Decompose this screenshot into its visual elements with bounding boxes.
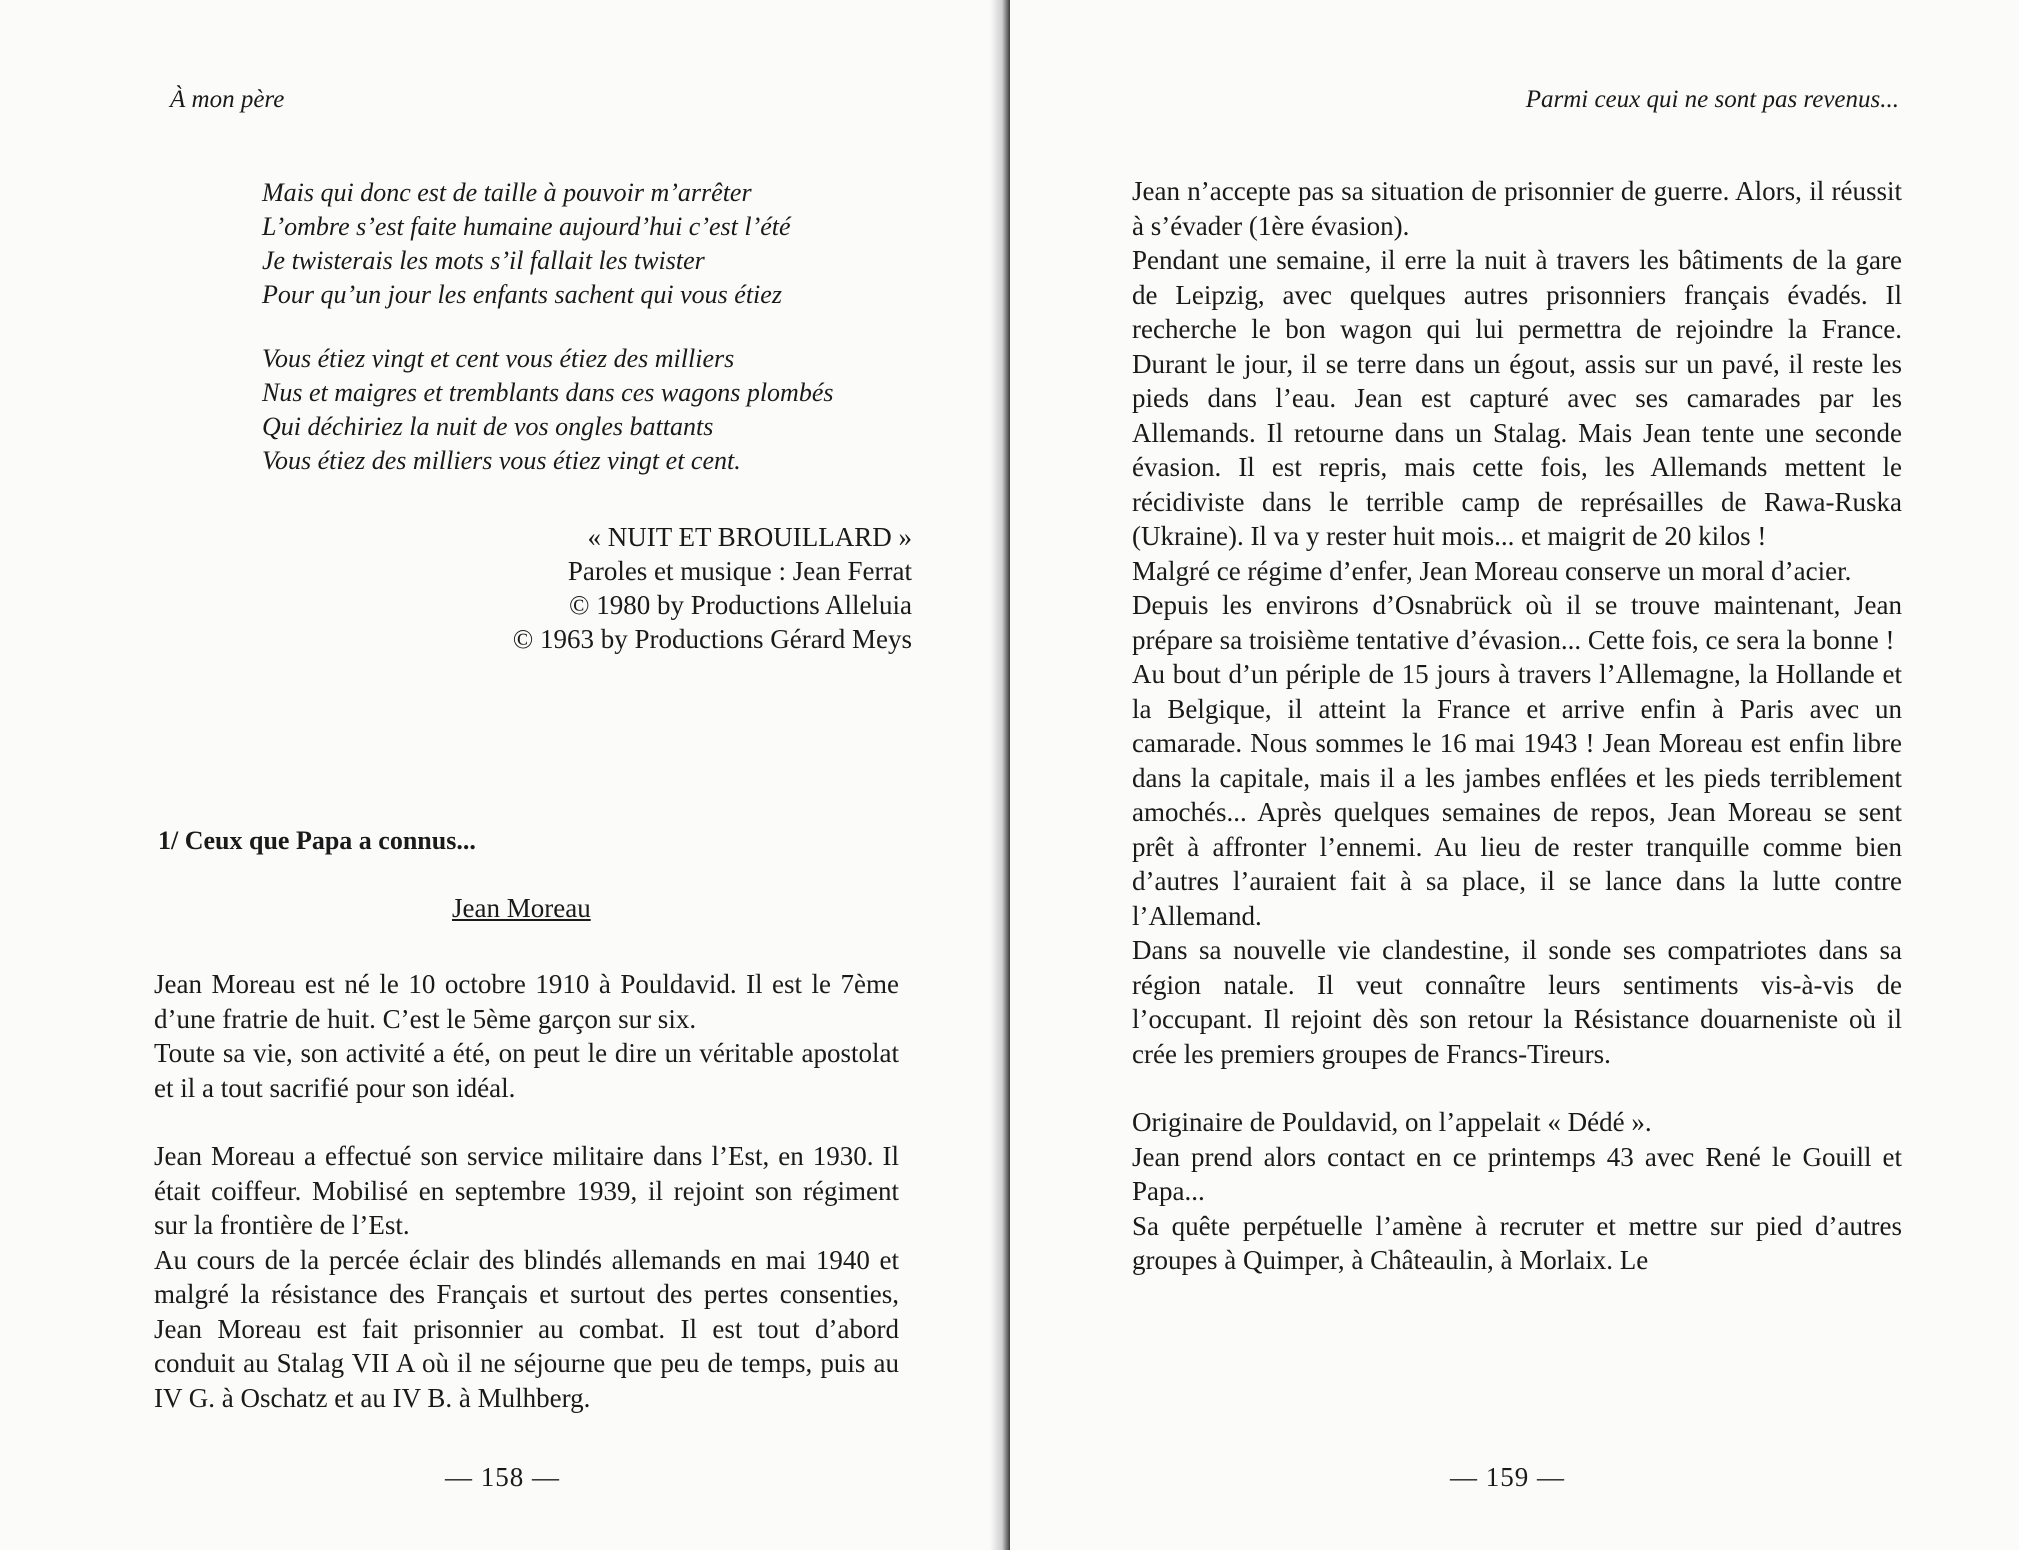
paragraph: Dans sa nouvelle vie clandestine, il sonde ses compatriotes dans sa région natale. Il veut connaître leurs sentiments vis-à-vis de l’occupant. Il rejoint dès son retour la Résistance douarneniste où il crée les premiers groupes de Francs-Tireurs. — [1132, 935, 1902, 1069]
paragraph: Jean prend alors contact en ce printemps 43 avec René le Gouill et Papa... — [1132, 1141, 1902, 1206]
right-page-number: — 159 — — [1450, 1462, 1565, 1492]
song-title: « NUIT ET BROUILLARD » — [587, 522, 912, 552]
poem-line: Vous étiez des milliers vous étiez vingt et cent. — [262, 446, 741, 475]
paragraph: Au bout d’un périple de 15 jours à travers l’Allemagne, la Hollande et la Belgique, il atteint la France et arrive enfin à Paris avec un camarade. Nous sommes le 16 mai 1943 ! Jean Moreau est enfin libre dans la capitale, mais il a les jambes enflées et les pieds terriblement amochés... Après quelques semaines de repos, Jean Moreau se sent prêt à affronter l’ennemi. Au lieu de rester tranquille comme bien d’autres l’auraient fait à sa place, il se lance dans la lutte contre l’Allemand. — [1132, 659, 1902, 931]
song-credits — [513, 520, 912, 656]
credit-line: © 1980 by Productions Alleluia — [569, 590, 912, 620]
paragraph: Jean Moreau a effectué son service militaire dans l’Est, en 1930. Il était coiffeur. Mobilisé en septembre 1939, il rejoint son régiment sur la frontière de l’Est. — [154, 1141, 899, 1240]
poem-stanza-1 — [262, 176, 962, 312]
poem-line: Vous étiez vingt et cent vous étiez des milliers — [262, 344, 735, 373]
credit-line: © 1963 by Productions Gérard Meys — [512, 624, 912, 654]
left-running-head: À mon père — [170, 86, 285, 113]
paragraph: Jean Moreau est né le 10 octobre 1910 à Pouldavid. Il est le 7ème d’une fratrie de huit. C’est le 5ème garçon sur six. — [154, 969, 899, 1034]
poem-line: Mais qui donc est de taille à pouvoir m’arrêter — [262, 178, 752, 207]
paragraph: Sa quête perpétuelle l’amène à recruter et mettre sur pied d’autres groupes à Quimper, à Châteaulin, à Morlaix. Le — [1132, 1210, 1902, 1275]
left-page-number: — 158 — — [445, 1462, 560, 1492]
poem-line: L’ombre s’est faite humaine aujourd’hui c’est l’été — [262, 212, 791, 241]
paragraph: Pendant une semaine, il erre la nuit à travers les bâtiments de la gare de Leipzig, avec quelques autres prisonniers français évadés. Il recherche le bon wagon qui lui permettra de rejoindre la France. Durant le jour, il se terre dans un égout, assis sur un pavé, il reste les pieds dans l’eau. Jean est capturé avec ses camarades par les Allemands. Il retourne dans un Stalag. Mais Jean tente une seconde évasion. Il est repris, mais cette fois, les Allemands mettent le récidiviste dans le terrible camp de représailles de Rawa-Ruska (Ukraine). Il va y rester huit mois... et maigrit de 20 kilos ! — [1132, 245, 1902, 551]
poem-excerpt — [262, 176, 962, 508]
left-page — [0, 0, 1000, 1550]
poem-stanza-2 — [262, 342, 962, 478]
left-body-text — [154, 967, 899, 1415]
paragraph: Toute sa vie, son activité a été, on peut le dire un véritable apostolat et il a tout sacrifié pour son idéal. — [154, 1038, 899, 1103]
right-body-text — [1132, 174, 1902, 1278]
poem-line: Qui déchiriez la nuit de vos ongles battants — [262, 412, 714, 441]
paragraph: Malgré ce régime d’enfer, Jean Moreau conserve un moral d’acier. — [1132, 555, 1852, 586]
poem-line: Pour qu’un jour les enfants sachent qui vous étiez — [262, 280, 782, 309]
credit-line: Paroles et musique : Jean Ferrat — [567, 556, 912, 586]
poem-line: Je twisterais les mots s’il fallait les twister — [262, 246, 705, 275]
paragraph: Au cours de la percée éclair des blindés allemands en mai 1940 et malgré la résistance des Français et surtout des pertes consenties, Jean Moreau est fait prisonnier au combat. Il est tout d’abord conduit au Stalag VII A où il ne séjourne que peu de temps, puis au IV G. à Oschatz et au IV B. à Mulhberg. — [154, 1244, 899, 1413]
right-running-head: Parmi ceux qui ne sont pas revenus... — [1525, 86, 1899, 113]
section-title: 1/ Ceux que Papa a connus... — [158, 826, 476, 855]
paragraph: Jean n’accepte pas sa situation de prisonnier de guerre. Alors, il réussit à s’évader (1ère évasion). — [1132, 176, 1902, 241]
poem-line: Nus et maigres et tremblants dans ces wagons plombés — [262, 378, 834, 407]
subsection-title: Jean Moreau — [452, 893, 591, 923]
paragraph: Originaire de Pouldavid, on l’appelait « Dédé ». — [1132, 1107, 1652, 1137]
paragraph: Depuis les environs d’Osnabrück où il se trouve maintenant, Jean prépare sa troisième tentative d’évasion... Cette fois, ce sera la bonne ! — [1132, 590, 1902, 655]
